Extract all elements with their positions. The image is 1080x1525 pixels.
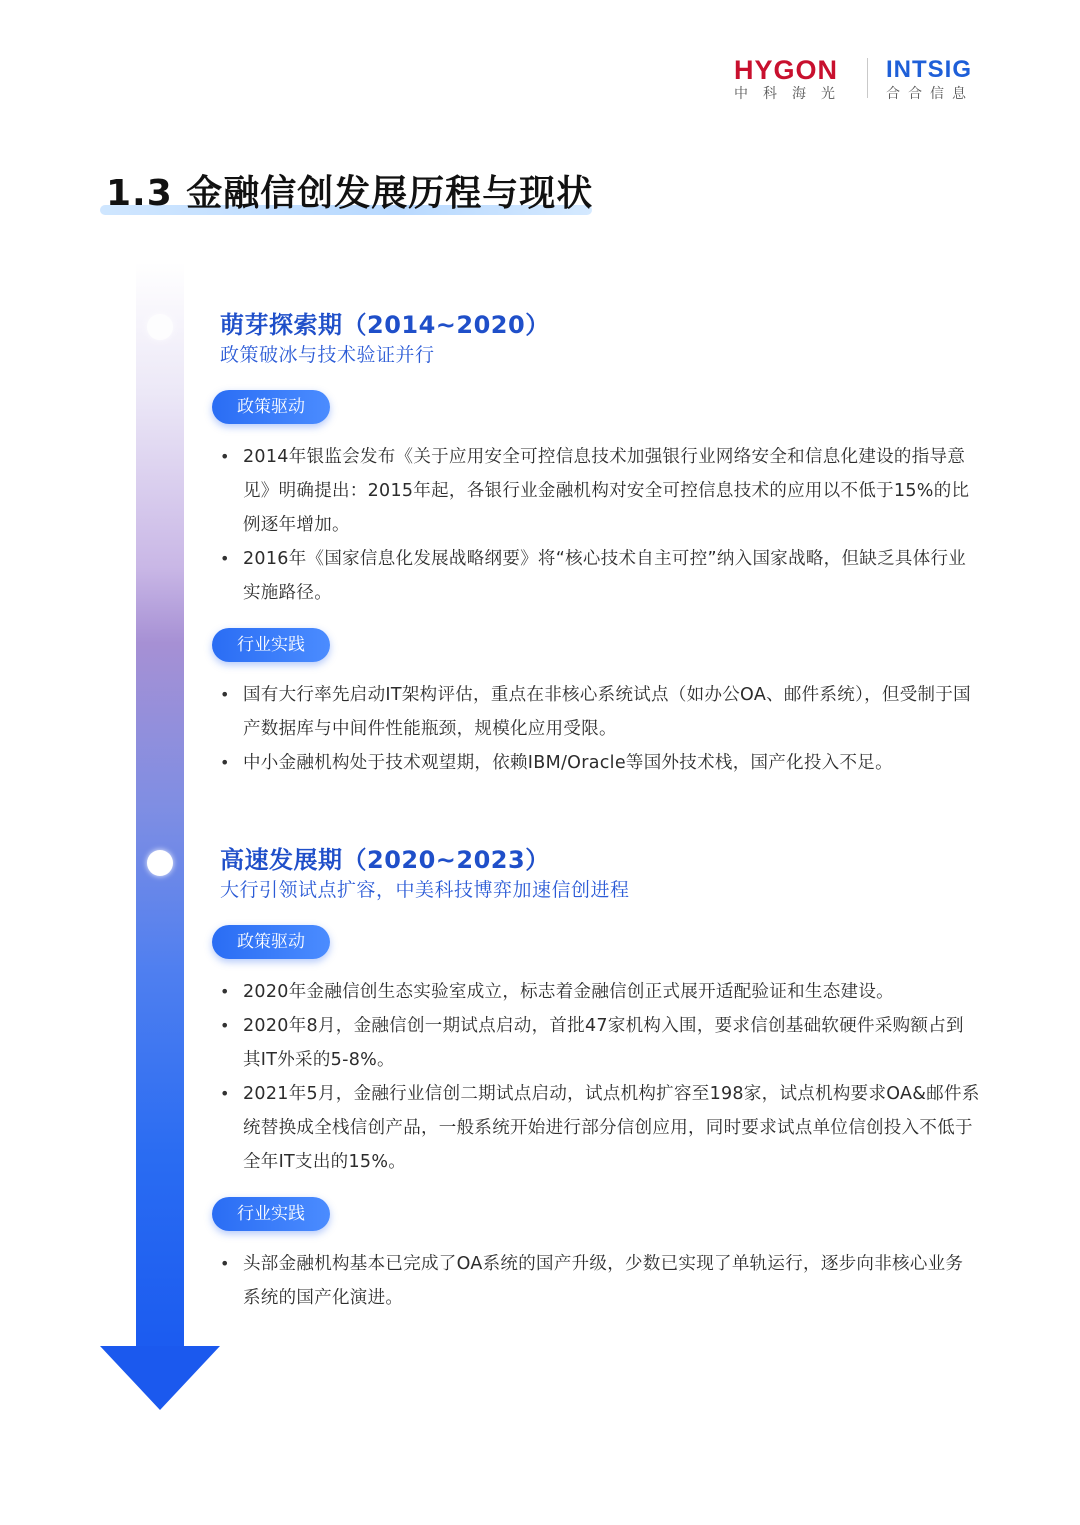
hygon-logo-text: HYGON — [734, 55, 839, 85]
list-item: • 国有大行率先启动IT架构评估，重点在非核心系统试点（如办公OA、邮件系统），但受制于国产数据库与中间件性能瓶颈，规模化应用受限。 — [220, 678, 980, 746]
list-item: • 2014年银监会发布《关于应用安全可控信息技术加强银行业网络安全和信息化建设的指导意见》明确提出：2015年起，各银行业金融机构对安全可控信息技术的应用以不低于15%的比例逐年增加。 — [220, 440, 980, 542]
phase-germination — [220, 308, 980, 780]
bullet-list — [220, 440, 980, 610]
phase-rapid-growth — [220, 843, 980, 1315]
intsig-logo-text: INTSIG — [886, 56, 973, 83]
intsig-logo — [886, 56, 986, 102]
phase-title: 高速发展期（2020~2023） — [220, 846, 550, 874]
tag-industry-practice: 行业实践 — [212, 1197, 330, 1231]
list-item: • 中小金融机构处于技术观望期，依赖IBM/Oracle等国外技术栈，国产化投入不足。 — [220, 746, 980, 780]
page-title-block — [100, 170, 593, 218]
bullet-list — [220, 975, 980, 1179]
timeline-arrow-icon — [100, 1346, 220, 1410]
logo-divider — [867, 58, 868, 98]
phase-title: 萌芽探索期（2014~2020） — [220, 311, 550, 339]
list-item: • 2020年金融信创生态实验室成立，标志着金融信创正式展开适配验证和生态建设。 — [220, 975, 980, 1009]
hygon-logo — [734, 56, 854, 102]
tag-industry-practice: 行业实践 — [212, 628, 330, 662]
timeline-bar — [136, 262, 184, 1352]
hygon-logo-cn: 中科海光 — [734, 86, 850, 102]
list-item: • 2021年5月，金融行业信创二期试点启动，试点机构扩容至198家，试点机构要求OA&邮件系统替换成全栈信创产品，一般系统开始进行部分信创应用，同时要求试点单位信创投入不低于全年IT支出的15%。 — [220, 1077, 980, 1179]
list-item: • 2020年8月，金融信创一期试点启动，首批47家机构入围，要求信创基础软硬件采购额占到其IT外采的5-8%。 — [220, 1009, 980, 1077]
timeline-dot-phase-1 — [147, 314, 173, 340]
tag-policy-driven: 政策驱动 — [212, 925, 330, 959]
tag-policy-driven: 政策驱动 — [212, 390, 330, 424]
phase-subtitle: 政策破冰与技术验证并行 — [220, 344, 435, 366]
list-item: • 头部金融机构基本已完成了OA系统的国产升级，少数已实现了单轨运行，逐步向非核心业务系统的国产化演进。 — [220, 1247, 980, 1315]
list-item: • 2016年《国家信息化发展战略纲要》将“核心技术自主可控”纳入国家战略，但缺乏具体行业实施路径。 — [220, 542, 980, 610]
bullet-list — [220, 678, 980, 780]
phase-subtitle: 大行引领试点扩容，中美科技博弈加速信创进程 — [220, 879, 630, 901]
bullet-list — [220, 1247, 980, 1315]
intsig-logo-cn: 合合信息 — [886, 86, 974, 102]
timeline-dot-phase-2 — [147, 850, 173, 876]
page-title: 1.3 金融信创发展历程与现状 — [106, 173, 594, 214]
